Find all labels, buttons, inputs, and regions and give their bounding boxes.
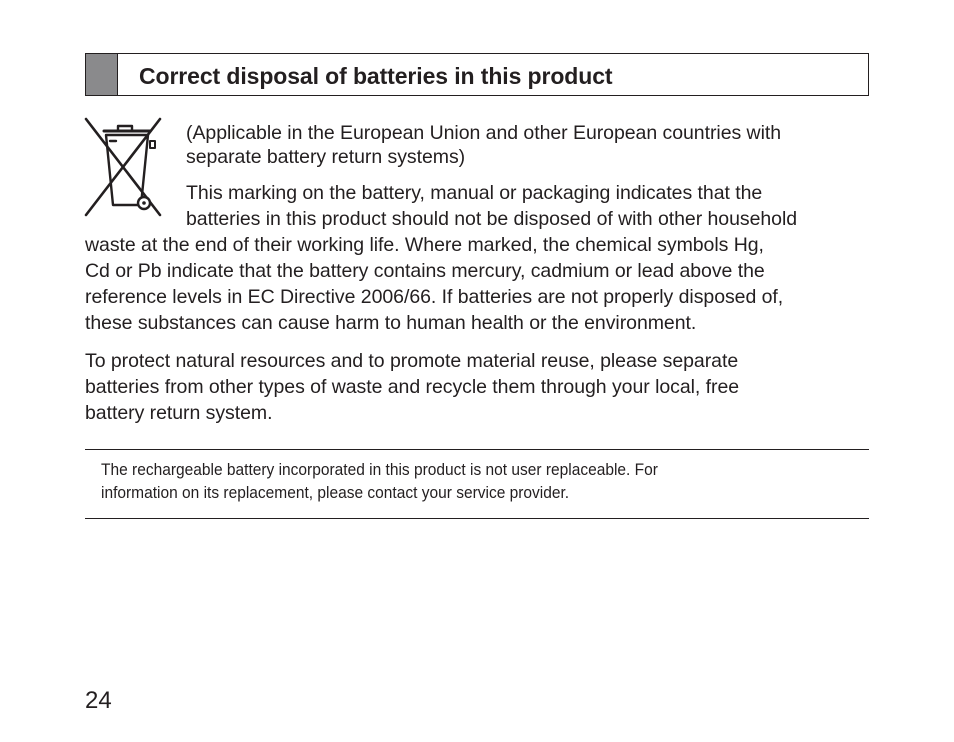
note-bottom-divider — [85, 518, 869, 519]
protect-paragraph — [85, 348, 739, 426]
section-header — [85, 53, 869, 96]
text-line: (Applicable in the European Union and other European countries with — [186, 122, 782, 144]
applicability-paragraph — [186, 120, 781, 170]
marking-paragraph-body — [85, 232, 783, 336]
text-line: waste at the end of their working life. Where marked, the chemical symbols Hg, — [85, 234, 764, 256]
page-number: 24 — [85, 687, 112, 714]
note-box — [101, 459, 658, 505]
text-line: Cd or Pb indicate that the battery contains mercury, cadmium or lead above the — [85, 260, 765, 282]
note-top-divider — [85, 449, 869, 450]
marking-paragraph-intro — [186, 180, 797, 232]
text-line: reference levels in EC Directive 2006/66. If batteries are not properly disposed of, — [85, 286, 784, 308]
crossed-out-wheelie-bin-icon — [84, 117, 162, 217]
text-line: batteries from other types of waste and recycle them through your local, free — [85, 376, 740, 398]
note-line: The rechargeable battery incorporated in this product is not user replaceable. For — [101, 461, 658, 479]
text-line: To protect natural resources and to promote material reuse, please separate — [85, 350, 739, 372]
text-line: batteries in this product should not be disposed of with other household — [186, 208, 798, 230]
text-line: This marking on the battery, manual or packaging indicates that the — [186, 182, 763, 204]
section-header-tab — [86, 54, 118, 95]
text-line: battery return system. — [85, 402, 273, 424]
text-line: separate battery return systems) — [186, 146, 466, 168]
text-line: these substances can cause harm to human health or the environment. — [85, 312, 697, 334]
section-title: Correct disposal of batteries in this product — [139, 63, 613, 89]
note-line: information on its replacement, please contact your service provider. — [101, 484, 570, 502]
